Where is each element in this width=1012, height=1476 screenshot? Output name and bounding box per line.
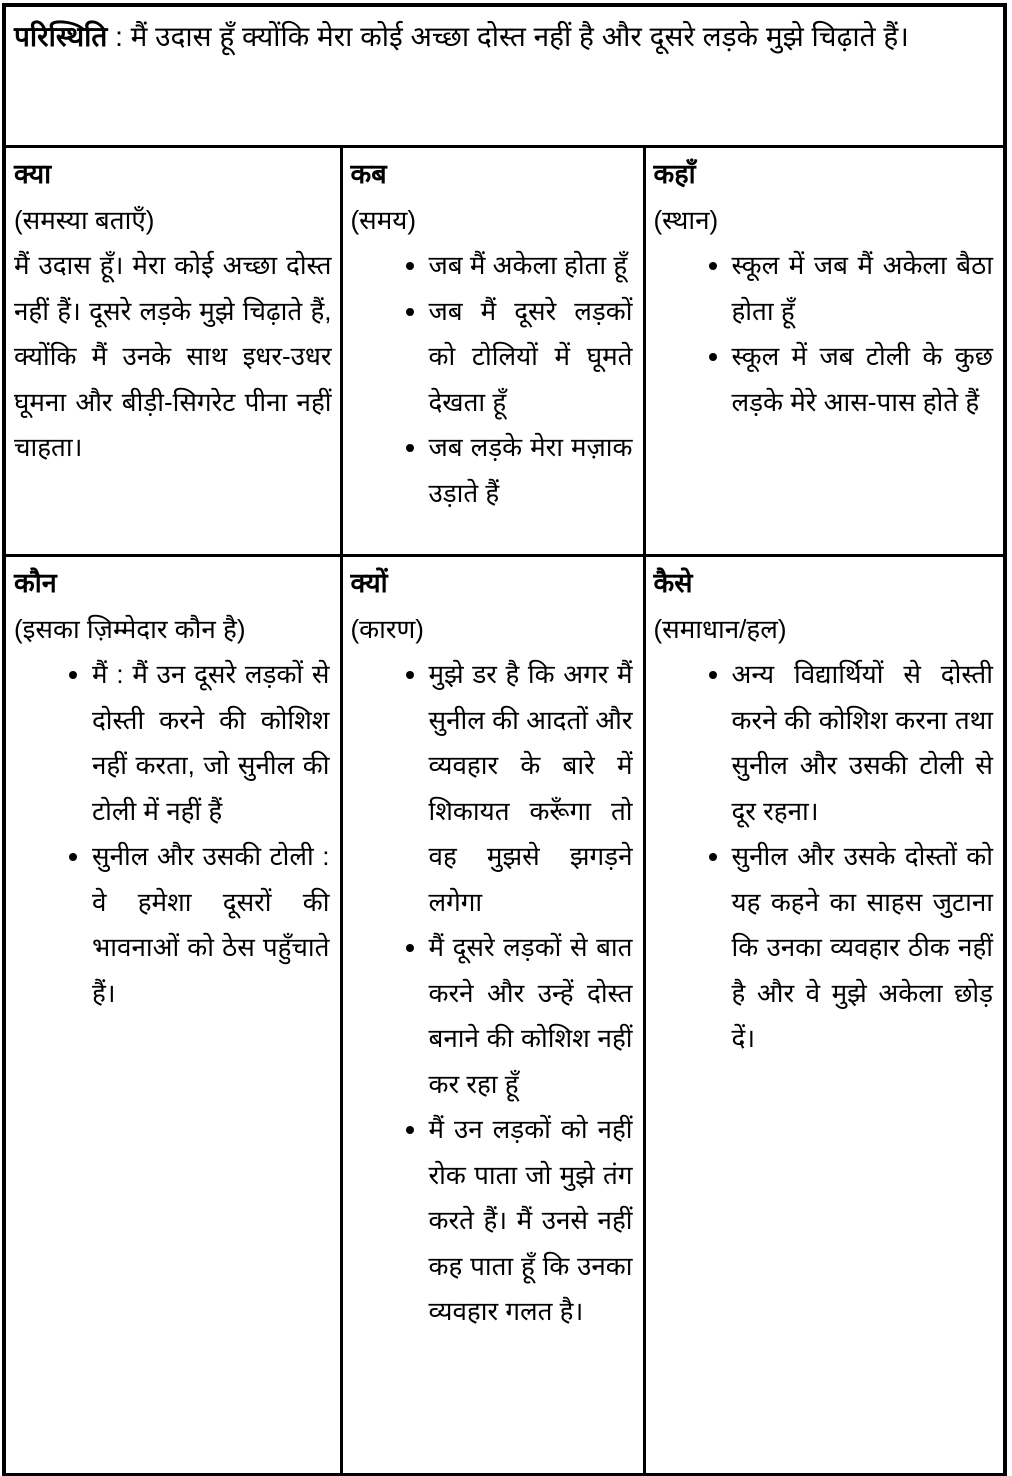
list-item: • अन्य विद्यार्थियों से दोस्ती करने की कोशिश करना तथा सुनील और उसकी टोली से दूर रहना। [732,652,996,834]
list-item: • जब लड़के मेरा मज़ाक उड़ाते हैं [429,425,635,516]
list-item: • जब मैं अकेला होता हूँ [429,243,635,289]
list-item: • सुनील और उसकी टोली : वे हमेशा दूसरों की भावनाओं को ठेस पहुँचाते हैं। [92,834,332,1016]
cell-who [4,556,341,1476]
cell-where-bullets [654,243,996,425]
cell-what-title: क्या [14,159,52,189]
list-item: • मैं दूसरे लड़कों से बात करने और उन्हें दोस्त बनाने की कोशिश नहीं कर रहा हूँ [429,925,635,1107]
list-item: • जब मैं दूसरे लड़कों को टोलियों में घूमते देखता हूँ [429,289,635,426]
table-row [4,147,1005,556]
cell-why-title: क्यों [350,568,388,598]
situation-separator: : [107,21,131,52]
cell-what-paragraph: मैं उदास हूँ। मेरा कोई अच्छा दोस्त नहीं हैं। दूसरे लड़के मुझे चिढ़ाते हैं, क्योंकि मैं उनके साथ इधर-उधर घूमना और बीड़ी-सिगरेट पीना नहीं चाहता। [14,250,332,463]
cell-who-title: कौन [14,568,57,598]
cell-when-bullets [351,243,635,516]
situation-cell [4,5,1005,147]
cell-why-subtitle: (कारण) [350,613,424,644]
cell-where [644,147,1005,556]
cell-what-subtitle: (समस्या बताएँ) [14,204,155,235]
cell-why-bullets [351,652,635,1335]
cell-when-title: कब [350,159,387,189]
cell-where-title: कहाँ [653,159,696,189]
list-item: • स्कूल में जब मैं अकेला बैठा होता हूँ [732,243,996,334]
cell-what [4,147,341,556]
list-item: • सुनील और उसके दोस्तों को यह कहने का साहस जुटाना कि उनका व्यवहार ठीक नहीं है और वे मुझे अकेला छोड़ दें। [732,834,996,1062]
cell-when-subtitle: (समय) [350,204,417,235]
list-item: • मुझे डर है कि अगर मैं सुनील की आदतों और व्यवहार के बारे में शिकायत करूँगा तो वह मुझसे झगड़ने लगेगा [429,652,635,925]
cell-how [644,556,1005,1476]
cell-who-subtitle: (इसका ज़िम्मेदार कौन है) [14,613,246,644]
list-item: • मैं : मैं उन दूसरे लड़कों से दोस्ती करने की कोशिश नहीं करता, जो सुनील की टोली में नहीं हैं [92,652,332,834]
situation-label: परिस्थिति [14,21,108,52]
situation-row [4,5,1005,147]
situation-text: मैं उदास हूँ क्योंकि मेरा कोई अच्छा दोस्त नहीं है और दूसरे लड़के मुझे चिढ़ाते हैं। [130,21,909,52]
cell-when [341,147,644,556]
cell-how-subtitle: (समाधान/हल) [653,613,787,644]
cell-why [341,556,644,1476]
list-item: • स्कूल में जब टोली के कुछ लड़के मेरे आस-पास होते हैं [732,334,996,425]
cell-who-bullets [14,652,332,1016]
cell-where-subtitle: (स्थान) [653,204,719,235]
situation-analysis-table [2,3,1007,1476]
list-item: • मैं उन लड़कों को नहीं रोक पाता जो मुझे तंग करते हैं। मैं उनसे नहीं कह पाता हूँ कि उनका व्यवहार गलत है। [429,1107,635,1335]
cell-how-title: कैसे [653,568,693,598]
cell-how-bullets [654,652,996,1062]
table-row [4,556,1005,1476]
